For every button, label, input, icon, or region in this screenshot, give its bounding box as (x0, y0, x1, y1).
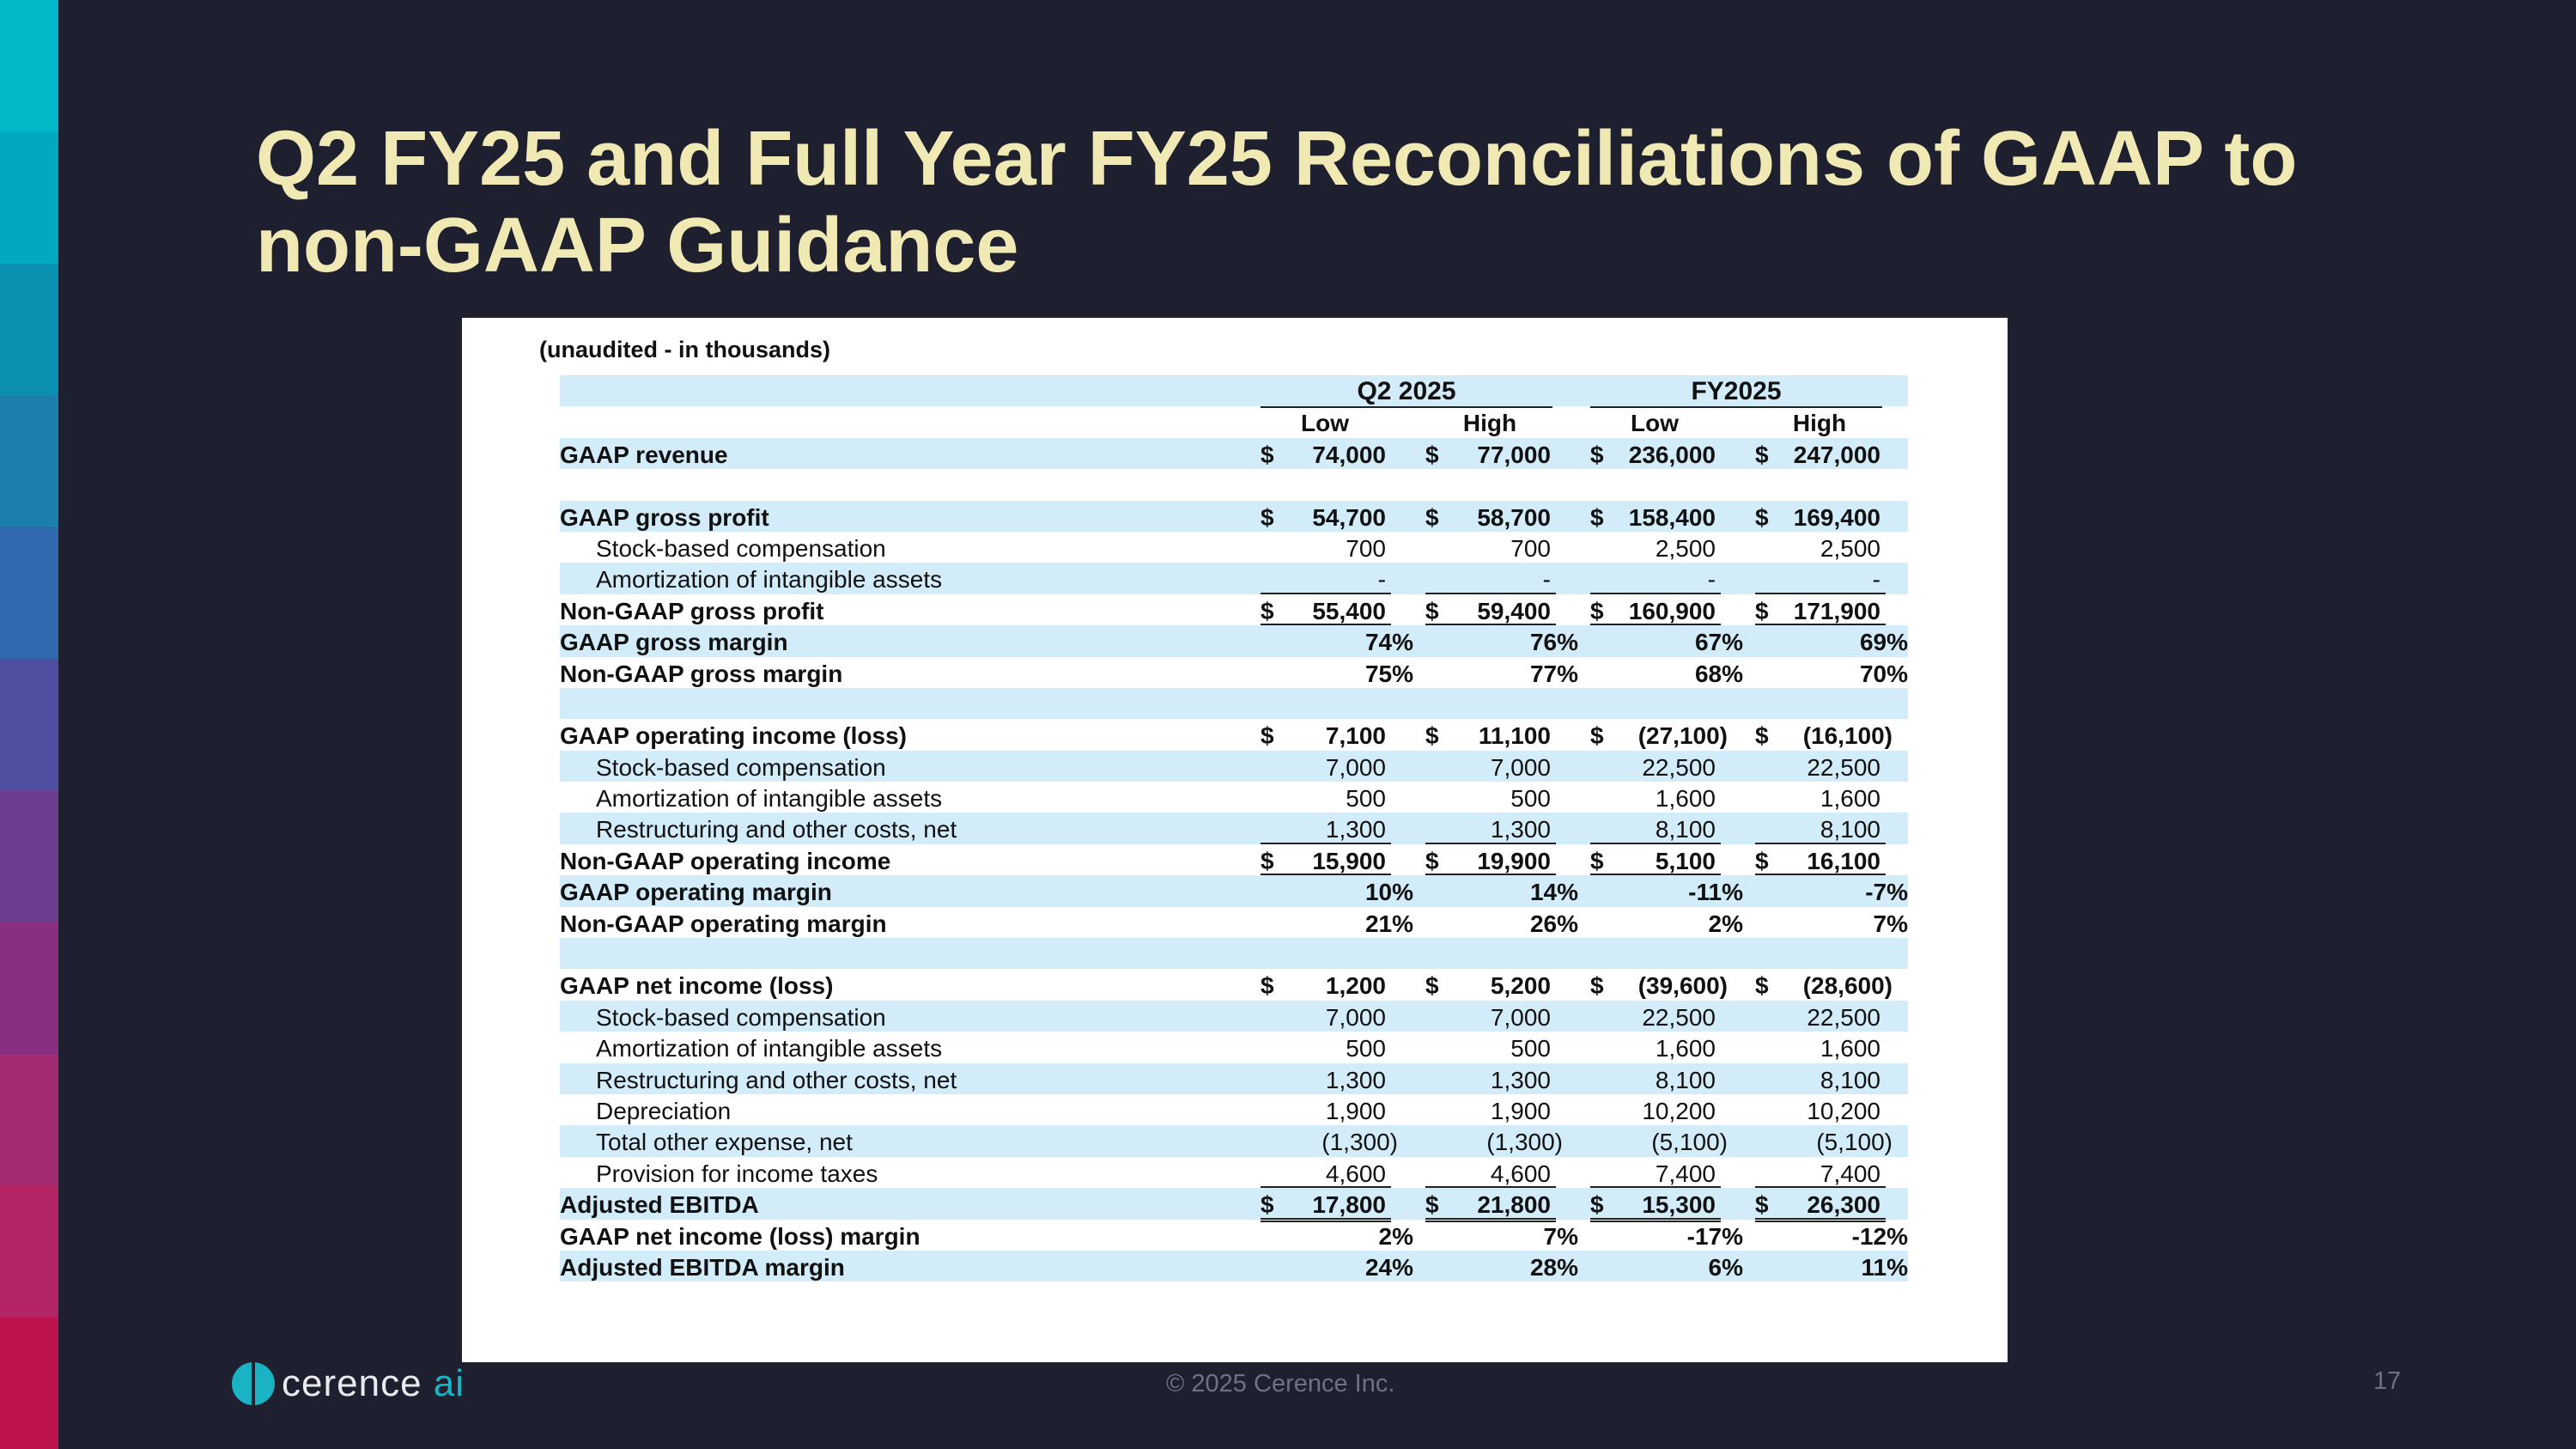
cell-value: 1,300 (1325, 1066, 1386, 1093)
cell-value: 14% (1529, 879, 1578, 906)
table-row (560, 1188, 1908, 1219)
table-row (560, 1001, 1908, 1032)
cell-value: 6% (1708, 1253, 1743, 1281)
subheader-fy-high: High (1792, 410, 1847, 437)
currency-symbol: $ (1425, 441, 1439, 468)
cell-value: 8,100 (1655, 1066, 1716, 1093)
cell-value: 1,900 (1325, 1097, 1386, 1124)
cell-value: (28,600) (1802, 972, 1893, 1000)
table-row (560, 875, 1908, 906)
cell-value: 700 (1346, 534, 1386, 562)
cell-value: 7% (1543, 1222, 1578, 1250)
strip-segment (0, 1054, 58, 1185)
subheader-q2-low: Low (1301, 410, 1349, 437)
cerence-logo (232, 1362, 465, 1405)
cell-value: 21,800 (1477, 1191, 1551, 1219)
group-header-fy2025: FY2025 (1590, 377, 1882, 408)
cell-value: 16,100 (1807, 847, 1880, 874)
subheader-q2-high: High (1462, 410, 1517, 437)
table-row (560, 501, 1908, 532)
row-label: GAAP operating margin (560, 879, 832, 906)
cell-value: 68% (1694, 660, 1743, 687)
strip-segment (0, 395, 58, 527)
strip-segment (0, 131, 58, 263)
logo-wordmark: cerence ai (282, 1362, 465, 1404)
slide-title: Q2 FY25 and Full Year FY25 Reconciliations of GAAP to non-GAAP Guidance (256, 116, 2298, 289)
cell-value: 24% (1364, 1253, 1413, 1281)
group-header-q2-2025: Q2 2025 (1261, 377, 1552, 408)
row-label: GAAP operating income (loss) (560, 722, 907, 750)
cell-value: (16,100) (1802, 722, 1893, 750)
table-row (560, 594, 1908, 625)
currency-symbol: $ (1425, 597, 1439, 624)
cell-value: 8,100 (1655, 816, 1716, 843)
cell-value: 21% (1364, 910, 1413, 937)
cell-value: 171,900 (1793, 597, 1880, 624)
cell-value: 700 (1510, 534, 1551, 562)
currency-symbol: $ (1590, 597, 1604, 624)
table-row (560, 969, 1908, 1000)
row-label: Stock-based compensation (596, 534, 886, 562)
cell-value: 500 (1346, 1035, 1386, 1062)
strip-segment (0, 790, 58, 922)
cell-value: 500 (1510, 785, 1551, 813)
cell-value: 1,900 (1490, 1097, 1551, 1124)
row-label: Amortization of intangible assets (596, 785, 943, 813)
currency-symbol: $ (1261, 1191, 1274, 1219)
cell-value: 158,400 (1628, 503, 1716, 531)
table-row (560, 938, 1908, 969)
cell-value: -7% (1865, 879, 1908, 906)
table-row (560, 844, 1908, 875)
cell-value: 22,500 (1807, 753, 1880, 781)
cell-value: 10% (1364, 879, 1413, 906)
cell-value: (1,300) (1321, 1129, 1398, 1156)
currency-symbol: $ (1261, 847, 1274, 874)
strip-segment (0, 0, 58, 131)
row-label: Amortization of intangible assets (596, 566, 943, 594)
cell-value: 2,500 (1655, 534, 1716, 562)
cell-value: 2% (1378, 1222, 1413, 1250)
cell-value: 500 (1346, 785, 1386, 813)
currency-symbol: $ (1590, 441, 1604, 468)
cell-value: 15,900 (1312, 847, 1386, 874)
table-row (560, 688, 1908, 719)
cell-value: 236,000 (1628, 441, 1716, 468)
cell-value: 10,200 (1642, 1097, 1716, 1124)
cell-value: 1,300 (1325, 816, 1386, 843)
cell-value: (1,300) (1486, 1129, 1563, 1156)
table-row (560, 1032, 1908, 1062)
table-row (560, 813, 1908, 843)
table-row (560, 1094, 1908, 1125)
currency-symbol: $ (1425, 1191, 1439, 1219)
currency-symbol: $ (1261, 597, 1274, 624)
cell-value: 55,400 (1312, 597, 1386, 624)
row-label: Non-GAAP operating margin (560, 910, 887, 937)
cell-value: 19,900 (1477, 847, 1551, 874)
cell-value: 22,500 (1807, 1003, 1880, 1031)
strip-segment (0, 659, 58, 790)
currency-symbol: $ (1590, 847, 1604, 874)
subheader-row (560, 406, 1908, 437)
cell-value: 58,700 (1477, 503, 1551, 531)
currency-symbol: $ (1755, 597, 1769, 624)
cell-value: 7,000 (1325, 1003, 1386, 1031)
currency-symbol: $ (1261, 972, 1274, 1000)
reconciliation-table (560, 375, 1908, 1282)
cell-value: 2% (1708, 910, 1743, 937)
strip-segment (0, 264, 58, 395)
unaudited-note: (unaudited - in thousands) (539, 337, 830, 362)
cell-value: 74% (1364, 629, 1413, 656)
cell-value: 1,600 (1820, 785, 1880, 813)
cell-value: 28% (1529, 1253, 1578, 1281)
row-label: Stock-based compensation (596, 753, 886, 781)
cell-value: 76% (1529, 629, 1578, 656)
currency-symbol: $ (1590, 722, 1604, 750)
cell-value: 74,000 (1312, 441, 1386, 468)
row-label: Total other expense, net (596, 1129, 853, 1156)
currency-symbol: $ (1755, 1191, 1769, 1219)
cell-value: 1,300 (1490, 816, 1551, 843)
strip-segment (0, 527, 58, 658)
row-label: Adjusted EBITDA (560, 1191, 759, 1219)
cell-value: 26% (1529, 910, 1578, 937)
row-label: Provision for income taxes (596, 1160, 878, 1187)
cell-value: 1,600 (1655, 1035, 1716, 1062)
cell-value: - (1377, 566, 1386, 594)
cell-value: (39,600) (1637, 972, 1728, 1000)
cell-value: 500 (1510, 1035, 1551, 1062)
table-row (560, 438, 1908, 469)
page-number: 17 (2373, 1367, 2402, 1395)
table-row (560, 1125, 1908, 1156)
row-label: Restructuring and other costs, net (596, 1066, 957, 1093)
table-row (560, 1220, 1908, 1251)
table-row (560, 719, 1908, 750)
currency-symbol: $ (1425, 972, 1439, 1000)
cell-value: 169,400 (1793, 503, 1880, 531)
cell-value: 77,000 (1477, 441, 1551, 468)
cell-value: -12% (1851, 1222, 1908, 1250)
cell-value: 1,200 (1325, 972, 1386, 1000)
cell-value: 1,300 (1490, 1066, 1551, 1093)
row-label: Depreciation (596, 1097, 732, 1124)
cell-value: (5,100) (1651, 1129, 1728, 1156)
row-label: GAAP net income (loss) (560, 972, 834, 1000)
cell-value: 59,400 (1477, 597, 1551, 624)
table-row (560, 625, 1908, 656)
row-label: GAAP gross profit (560, 503, 769, 531)
cell-value: 75% (1364, 660, 1413, 687)
table-row (560, 532, 1908, 563)
cell-value: - (1707, 566, 1716, 594)
cell-value: 4,600 (1490, 1160, 1551, 1187)
row-label: GAAP gross margin (560, 629, 788, 656)
cell-value: 4,600 (1325, 1160, 1386, 1187)
cell-value: - (1542, 566, 1551, 594)
cell-value: 22,500 (1642, 1003, 1716, 1031)
table-row (560, 1063, 1908, 1094)
cell-value: -11% (1688, 879, 1743, 906)
cell-value: 7,100 (1325, 722, 1386, 750)
strip-segment (0, 922, 58, 1054)
strip-segment (0, 1318, 58, 1449)
cell-value: 1,600 (1820, 1035, 1880, 1062)
cell-value: 67% (1694, 629, 1743, 656)
cell-value: 7,400 (1655, 1160, 1716, 1187)
cell-value: 11,100 (1478, 722, 1551, 750)
cell-value: 11% (1861, 1253, 1908, 1281)
cell-value: 69% (1859, 629, 1908, 656)
cell-value: - (1872, 566, 1880, 594)
cell-value: (5,100) (1816, 1129, 1893, 1156)
cerence-logo-icon (232, 1362, 275, 1405)
cell-value: 160,900 (1628, 597, 1716, 624)
cell-value: 77% (1529, 660, 1578, 687)
subheader-fy-low: Low (1631, 410, 1679, 437)
cell-value: 7,000 (1325, 753, 1386, 781)
group-header-row (560, 375, 1908, 406)
currency-symbol: $ (1425, 503, 1439, 531)
cell-value: 54,700 (1312, 503, 1386, 531)
cell-value: 5,200 (1490, 972, 1551, 1000)
currency-symbol: $ (1261, 503, 1274, 531)
cell-value: 1,600 (1655, 785, 1716, 813)
cell-value: (27,100) (1637, 722, 1728, 750)
cell-value: 22,500 (1642, 753, 1716, 781)
currency-symbol: $ (1590, 972, 1604, 1000)
cell-value: 7,000 (1490, 1003, 1551, 1031)
row-label: Non-GAAP gross profit (560, 597, 824, 624)
row-label: Adjusted EBITDA margin (560, 1253, 845, 1281)
table-row (560, 563, 1908, 594)
currency-symbol: $ (1755, 503, 1769, 531)
cell-value: 10,200 (1807, 1097, 1880, 1124)
currency-symbol: $ (1261, 441, 1274, 468)
currency-symbol: $ (1755, 847, 1769, 874)
side-color-strip (0, 0, 58, 1449)
currency-symbol: $ (1590, 503, 1604, 531)
currency-symbol: $ (1755, 441, 1769, 468)
row-label: Restructuring and other costs, net (596, 816, 957, 843)
cell-value: 2,500 (1820, 534, 1880, 562)
table-row (560, 782, 1908, 813)
row-label: Non-GAAP gross margin (560, 660, 843, 687)
currency-symbol: $ (1755, 972, 1769, 1000)
cell-value: -17% (1686, 1222, 1743, 1250)
cell-value: 7% (1873, 910, 1908, 937)
table-row (560, 751, 1908, 782)
cell-value: 8,100 (1820, 816, 1880, 843)
table-row (560, 469, 1908, 500)
cell-value: 17,800 (1312, 1191, 1386, 1219)
currency-symbol: $ (1425, 847, 1439, 874)
cell-value: 26,300 (1807, 1191, 1880, 1219)
table-row (560, 1157, 1908, 1188)
cell-value: 247,000 (1793, 441, 1880, 468)
cell-value: 7,000 (1490, 753, 1551, 781)
row-label: GAAP revenue (560, 441, 728, 468)
table-row (560, 907, 1908, 938)
table-row (560, 657, 1908, 688)
row-label: Stock-based compensation (596, 1003, 886, 1031)
cell-value: 70% (1859, 660, 1908, 687)
cell-value: 7,400 (1820, 1160, 1880, 1187)
table-row (560, 1251, 1908, 1282)
strip-segment (0, 1185, 58, 1317)
cell-value: 15,300 (1642, 1191, 1716, 1219)
currency-symbol: $ (1425, 722, 1439, 750)
cell-value: 8,100 (1820, 1066, 1880, 1093)
currency-symbol: $ (1261, 722, 1274, 750)
currency-symbol: $ (1590, 1191, 1604, 1219)
currency-symbol: $ (1755, 722, 1769, 750)
cell-value: 5,100 (1655, 847, 1716, 874)
row-label: GAAP net income (loss) margin (560, 1222, 920, 1250)
row-label: Amortization of intangible assets (596, 1035, 943, 1062)
copyright-footer: © 2025 Cerence Inc. (1166, 1370, 1395, 1397)
row-label: Non-GAAP operating income (560, 847, 891, 874)
